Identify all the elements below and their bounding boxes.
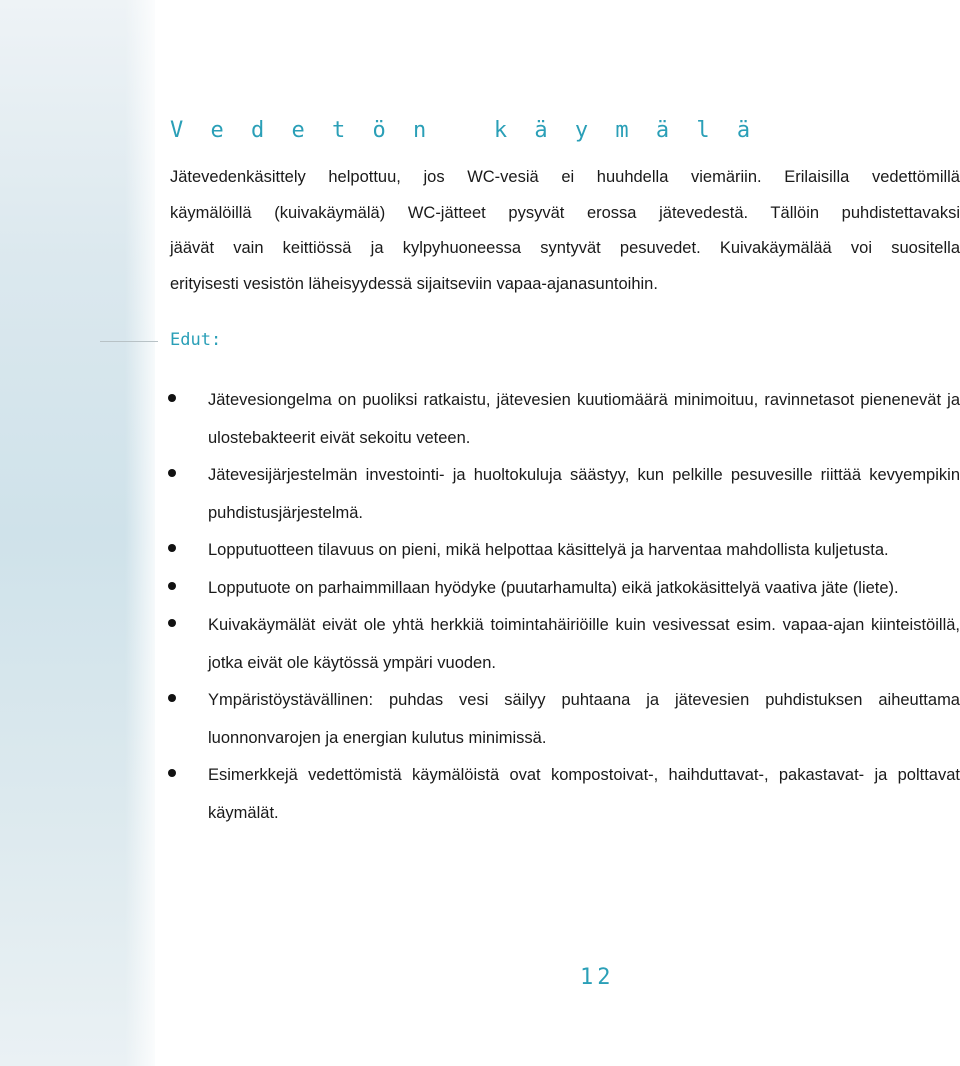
bullet-icon bbox=[168, 619, 176, 627]
list-item bbox=[168, 682, 960, 757]
intro-line: jäävät vain keittiössä ja kylpyhuoneessa syntyvät pesuvedet. Kuivakäymälää voi suositella bbox=[170, 239, 960, 257]
list-item bbox=[168, 607, 960, 682]
intro-paragraph bbox=[170, 160, 960, 302]
page-title: V e d e t ö n k ä y m ä l ä bbox=[170, 118, 758, 143]
intro-line: erityisesti vesistön läheisyydessä sijaitseviin vapaa-ajanasuntoihin. bbox=[170, 274, 658, 293]
list-item bbox=[168, 457, 960, 532]
bullet-icon bbox=[168, 694, 176, 702]
list-item-text: Kuivakäymälät eivät ole yhtä herkkiä toimintahäiriöille kuin vesivessat esim. vapaa-ajan kiinteistöillä, jotka eivät ole käytössä ympäri vuoden. bbox=[208, 616, 960, 672]
list-item bbox=[168, 382, 960, 457]
list-item bbox=[168, 570, 960, 608]
list-item-text: Esimerkkejä vedettömistä käymälöistä ovat kompostoivat-, haihduttavat-, pakastavat- ja polttavat käymälät. bbox=[208, 766, 960, 822]
intro-line: Jätevedenkäsittely helpottuu, jos WC-vesiä ei huuhdella viemäriin. Erilaisilla vedettömillä bbox=[170, 168, 960, 186]
advantages-list bbox=[168, 382, 960, 832]
advantages-heading: Edut: bbox=[170, 330, 222, 350]
list-item-text: Ympäristöystävällinen: puhdas vesi säilyy puhtaana ja jätevesien puhdistuksen aiheuttama luonnonvarojen ja energian kulutus minimissä. bbox=[208, 691, 960, 747]
bullet-icon bbox=[168, 544, 176, 552]
bullet-icon bbox=[168, 469, 176, 477]
bullet-icon bbox=[168, 582, 176, 590]
decorative-side-band bbox=[0, 0, 155, 1066]
decorative-rule bbox=[100, 341, 158, 342]
list-item-text: Lopputuote on parhaimmillaan hyödyke (puutarhamulta) eikä jatkokäsittelyä vaativa jäte (liete). bbox=[208, 578, 899, 597]
list-item-text: Jätevesiongelma on puoliksi ratkaistu, jätevesien kuutiomäärä minimoituu, ravinnetasot pienenevät ja ulostebakteerit eivät sekoitu veteen. bbox=[208, 391, 960, 447]
list-item-text: Lopputuotteen tilavuus on pieni, mikä helpottaa käsittelyä ja harventaa mahdollista kuljetusta. bbox=[208, 541, 889, 559]
bullet-icon bbox=[168, 394, 176, 402]
bullet-icon bbox=[168, 769, 176, 777]
list-item-text: Jätevesijärjestelmän investointi- ja huoltokuluja säästyy, kun pelkille pesuvesille riittää kevyempikin puhdistusjärjestelmä. bbox=[208, 466, 960, 522]
page-number: 12 bbox=[580, 965, 615, 990]
list-item bbox=[168, 757, 960, 832]
intro-line: käymälöillä (kuivakäymälä) WC-jätteet pysyvät erossa jätevedestä. Tällöin puhdistettavaksi bbox=[170, 203, 960, 222]
list-item bbox=[168, 532, 960, 570]
